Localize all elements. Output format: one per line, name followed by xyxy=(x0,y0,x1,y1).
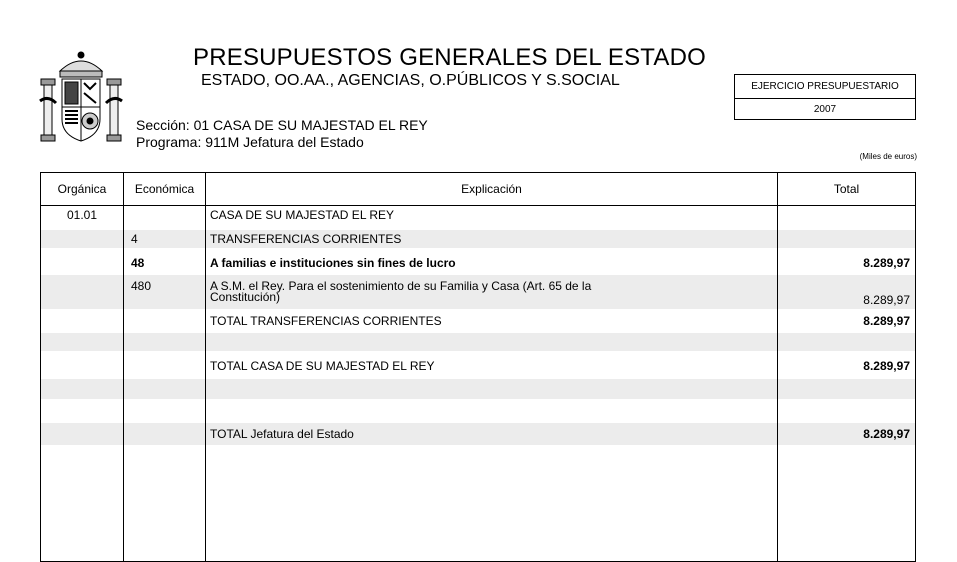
programa-label: Programa: 911M Jefatura del Estado xyxy=(136,134,364,150)
column-divider xyxy=(205,173,206,561)
page-title: PRESUPUESTOS GENERALES DEL ESTADO xyxy=(193,44,706,71)
cell-explicacion: CASA DE SU MAJESTAD EL REY xyxy=(210,207,395,222)
cell-explicacion: A familias e instituciones sin fines de lucro xyxy=(210,255,456,270)
table-row xyxy=(41,206,915,224)
cell-total xyxy=(790,230,910,248)
ejercicio-label: EJERCICIO PRESUPUESTARIO xyxy=(735,75,915,99)
table-row xyxy=(41,423,915,445)
cell-economica xyxy=(131,311,201,331)
cell-explicacion xyxy=(210,333,770,351)
table-row xyxy=(41,311,915,331)
cell-organica xyxy=(41,353,123,379)
table-row xyxy=(41,333,915,351)
budget-table xyxy=(40,172,916,562)
cell-economica xyxy=(131,206,201,224)
table-row xyxy=(41,353,915,379)
cell-total xyxy=(790,206,910,224)
seccion-label: Sección: 01 CASA DE SU MAJESTAD EL REY xyxy=(136,117,428,133)
cell-economica xyxy=(131,353,201,379)
cell-organica xyxy=(41,230,123,248)
cell-total: 8.289,97 xyxy=(863,314,910,328)
cell-total: 8.289,97 xyxy=(863,256,910,270)
column-divider xyxy=(777,173,778,561)
column-divider xyxy=(123,173,124,561)
cell-total xyxy=(790,379,910,399)
cell-economica: 480 xyxy=(131,279,152,293)
cell-economica: 4 xyxy=(131,232,138,246)
table-row xyxy=(41,275,915,309)
cell-organica xyxy=(41,333,123,351)
page-subtitle: ESTADO, OO.AA., AGENCIAS, O.PÚBLICOS Y S.SOCIAL xyxy=(201,72,620,89)
cell-economica xyxy=(131,423,201,445)
ejercicio-box xyxy=(734,74,916,120)
column-header-economica: Económica xyxy=(134,182,195,196)
ejercicio-year: 2007 xyxy=(813,104,837,115)
cell-total xyxy=(790,399,910,421)
cell-total xyxy=(790,333,910,351)
cell-explicacion: A S.M. el Rey. Para el sostenimiento de su Familia y Casa (Art. 65 de la Constitución) xyxy=(210,279,592,304)
cell-economica xyxy=(131,379,201,399)
cell-organica xyxy=(41,423,123,445)
column-header-organica: Orgánica xyxy=(57,182,107,196)
cell-explicacion: TOTAL Jefatura del Estado xyxy=(210,426,354,441)
cell-explicacion: TOTAL CASA DE SU MAJESTAD EL REY xyxy=(210,358,435,373)
cell-explicacion xyxy=(210,399,770,421)
table-row xyxy=(41,399,915,421)
table-row xyxy=(41,230,915,248)
cell-total: 8.289,97 xyxy=(863,293,910,307)
cell-total: 8.289,97 xyxy=(863,427,910,441)
cell-economica: 48 xyxy=(131,256,145,270)
coat-of-arms-icon xyxy=(38,49,124,149)
units-label: (Miles de euros) xyxy=(859,152,917,161)
cell-organica xyxy=(41,379,123,399)
cell-explicacion xyxy=(210,379,770,399)
cell-economica xyxy=(131,333,201,351)
table-row xyxy=(41,379,915,399)
cell-explicacion: TOTAL TRANSFERENCIAS CORRIENTES xyxy=(210,313,442,328)
cell-economica xyxy=(131,399,201,421)
cell-organica xyxy=(41,311,123,331)
column-header-total: Total xyxy=(833,182,860,196)
table-row xyxy=(41,253,915,273)
cell-organica xyxy=(41,275,123,309)
column-header-explicacion: Explicación xyxy=(461,182,522,196)
cell-organica: 01.01 xyxy=(66,208,98,222)
cell-organica xyxy=(41,253,123,273)
table-header xyxy=(41,173,915,206)
cell-total: 8.289,97 xyxy=(863,359,910,373)
cell-explicacion: TRANSFERENCIAS CORRIENTES xyxy=(210,231,402,246)
cell-organica xyxy=(41,399,123,421)
